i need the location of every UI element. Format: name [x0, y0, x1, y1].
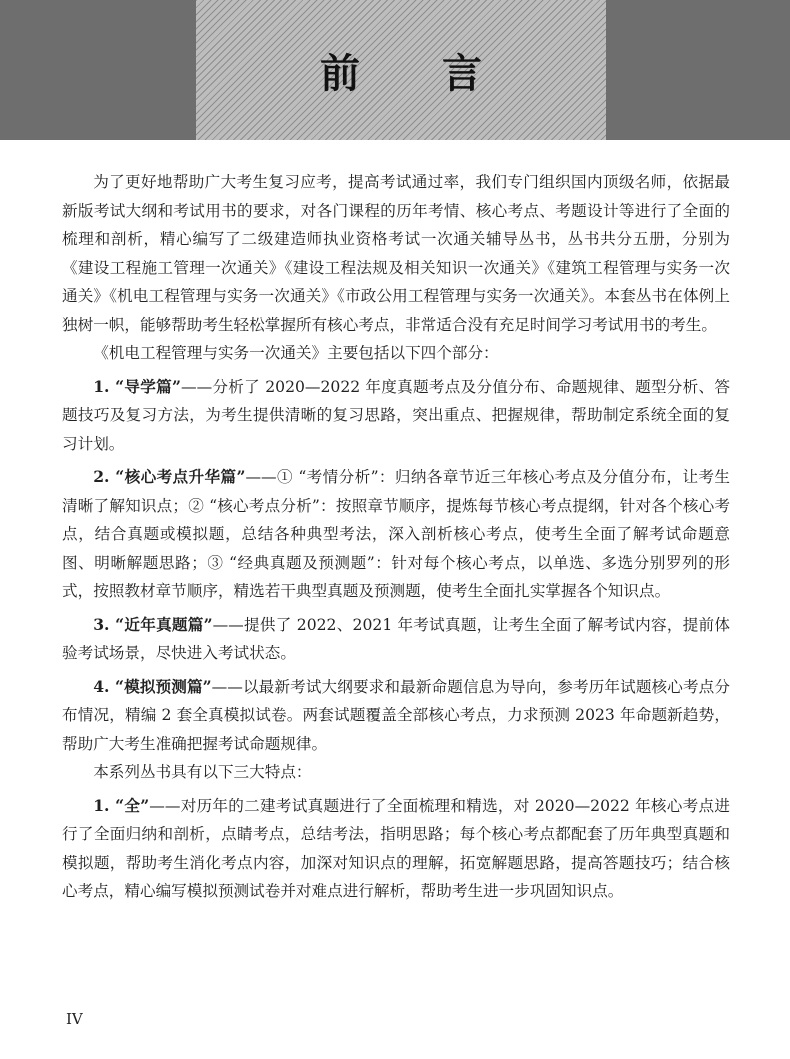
preface-body — [62, 168, 730, 906]
paragraph-features-intro: 本系列丛书具有以下三大特点： — [93, 763, 312, 781]
paragraph-parts-intro: 《机电工程管理与实务一次通关》主要包括以下四个部分： — [93, 344, 499, 362]
item-heading: 1. “导学篇” — [93, 376, 181, 396]
list-item-part-1 — [62, 373, 730, 459]
page-number: IV — [66, 1010, 83, 1028]
item-heading: 3. “近年真题篇” — [93, 614, 213, 634]
item-heading: 1. “全” — [93, 795, 150, 815]
item-text: ——对历年的二建考试真题进行了全面梳理和精选，对 2020—2022 年核心考点进行了全面归纳和剖析，点睛考点，总结考法，指明思路；每个核心考点都配套了历年典型真题和模拟题，帮助考生消化考点内容，加深对知识点的理解，拓宽解题思路，提高答题技巧；结合核心考点，精心编写模拟预测试卷并对难点进行解析，帮助考生进一步巩固知识点。 — [62, 796, 730, 900]
list-item-feature-1 — [62, 792, 730, 906]
list-item-part-2 — [62, 463, 730, 606]
item-heading: 2. “核心考点升华篇” — [93, 467, 246, 486]
item-heading: 4. “模拟预测篇” — [93, 676, 212, 696]
header-banner — [0, 0, 790, 140]
paragraph-intro: 为了更好地帮助广大考生复习应考，提高考试通过率，我们专门组织国内顶级名师，依据最新版考试大纲和考试用书的要求，对各门课程的历年考情、核心考点、考题设计等进行了全面的梳理和剖析，精心编写了二级建造师执业资格考试一次通关辅导丛书，丛书共分五册，分别为《建设工程施工管理一次通关》《建设工程法规及相关知识一次通关》《建筑工程管理与实务一次通关》《机电工程管理与实务一次通关》《市政公用工程管理与实务一次通关》。本套丛书在体例上独树一帜，能够帮助考生轻松掌握所有核心考点，非常适合没有充足时间学习考试用书的考生。 — [62, 173, 730, 334]
item-text: ——以最新考试大纲要求和最新命题信息为导向，参考历年试题核心考点分布情况，精编 2 套全真模拟试卷。两套试题覆盖全部核心考点，力求预测 2023 年命题新趋势，帮助广大考生准确把握考试命题规律。 — [62, 677, 730, 753]
item-text: ——分析了 2020—2022 年度真题考点及分值分布、命题规律、题型分析、答题技巧及复习方法，为考生提供清晰的复习思路，突出重点、把握规律，帮助制定系统全面的复习计划。 — [62, 377, 730, 453]
item-text: ——提供了 2022、2021 年考试真题，让考生全面了解考试内容，提前体验考试场景，尽快进入考试状态。 — [62, 615, 730, 662]
page-title: 前 言 — [320, 50, 516, 97]
list-item-part-3 — [62, 611, 730, 668]
item-text: ——① “考情分析”：归纳各章节近三年核心考点及分值分布，让考生清晰了解知识点；② “核心考点分析”：按照章节顺序，提炼每节核心考点提纲，针对各个核心考点，结合真题或模拟题，总结各种典型考法，深入剖析核心考点，使考生全面了解考试命题意图、明晰解题思路；③ “经典真题及预测题”：针对每个核心考点，以单选、多选分别罗列的形式，按照教材章节顺序，精选若干典型真题及预测题，使考生全面扎实掌握各个知识点。 — [62, 468, 730, 600]
list-item-part-4 — [62, 673, 730, 759]
